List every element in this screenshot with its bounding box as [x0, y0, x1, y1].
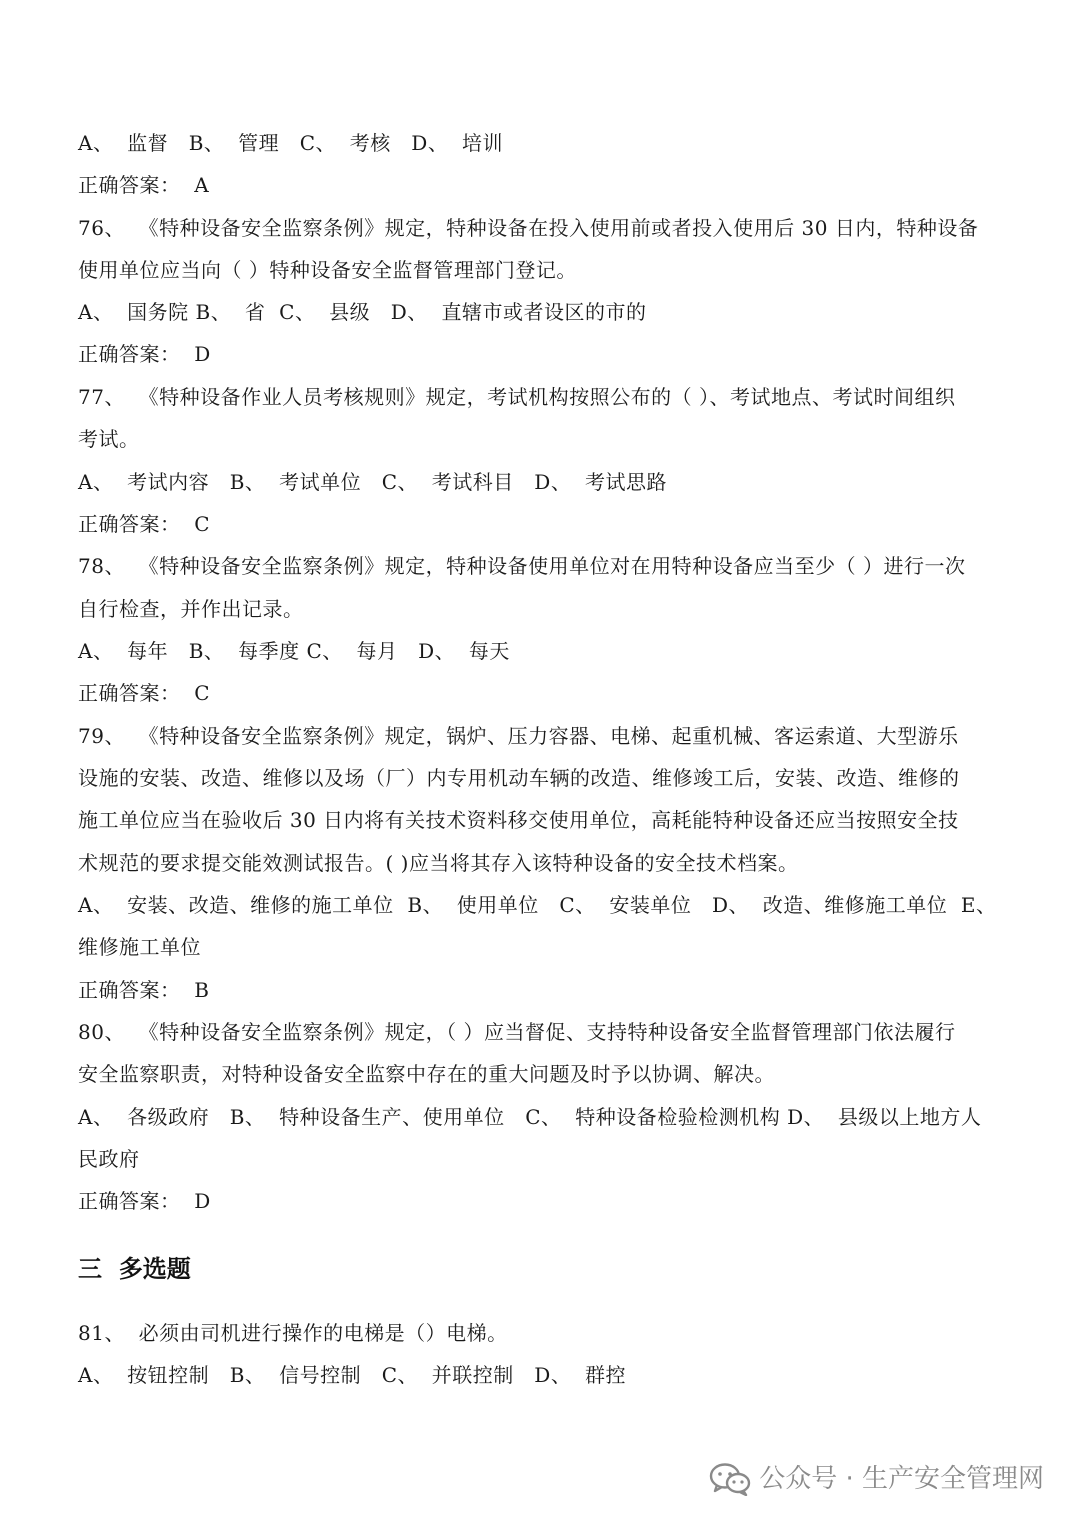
option-line: A、 国务院 B、 省 C、 县级 D、 直辖市或者设区的市的	[78, 300, 647, 324]
question-78: 78、 《特种设备安全监察条例》规定，特种设备使用单位对在用特种设备应当至少（ ）进行一次	[78, 554, 966, 578]
question-80-cont: 安全监察职责，对特种设备安全监察中存在的重大问题及时予以协调、解决。	[78, 1062, 775, 1086]
question-79: 79、 《特种设备安全监察条例》规定，锅炉、压力容器、电梯、起重机械、客运索道、大型游乐	[78, 724, 959, 748]
option-line: A、 各级政府 B、 特种设备生产、使用单位 C、 特种设备检验检测机构 D、 县级以上地方人	[78, 1105, 982, 1129]
section-heading: 三 多选题	[78, 1255, 191, 1283]
option-line: A、 考试内容 B、 考试单位 C、 考试科目 D、 考试思路	[78, 470, 668, 494]
question-76: 76、 《特种设备安全监察条例》规定，特种设备在投入使用前或者投入使用后 30 日内，特种设备	[78, 216, 979, 240]
watermark	[709, 1462, 1044, 1496]
wechat-icon	[709, 1462, 751, 1496]
option-line: A、 每年 B、 每季度 C、 每月 D、 每天	[78, 639, 510, 663]
answer-line: 正确答案： D	[78, 1189, 211, 1213]
question-77: 77、 《特种设备作业人员考核规则》规定，考试机构按照公布的（ ）、考试地点、考试时间组织	[78, 385, 956, 409]
watermark-text: 公众号 · 生产安全管理网	[759, 1464, 1044, 1494]
option-line: A、 安装、改造、维修的施工单位 B、 使用单位 C、 安装单位 D、 改造、维修施工单位 E、	[78, 893, 997, 917]
question-76-cont: 使用单位应当向（ ）特种设备安全监督管理部门登记。	[78, 258, 577, 282]
question-79-cont: 设施的安装、改造、维修以及场（厂）内专用机动车辆的改造、维修竣工后，安装、改造、维修的	[78, 766, 960, 790]
question-79-cont: 术规范的要求提交能效测试报告。( )应当将其存入该特种设备的安全技术档案。	[78, 851, 799, 875]
question-81: 81、 必须由司机进行操作的电梯是（）电梯。	[78, 1321, 508, 1345]
answer-line: 正确答案： A	[78, 173, 210, 197]
answer-line: 正确答案： C	[78, 681, 211, 705]
option-line-cont: 民政府	[78, 1147, 140, 1171]
option-line: A、 按钮控制 B、 信号控制 C、 并联控制 D、 群控	[78, 1363, 627, 1387]
question-77-cont: 考试。	[78, 427, 140, 451]
answer-line: 正确答案： B	[78, 978, 210, 1002]
question-78-cont: 自行检查，并作出记录。	[78, 597, 304, 621]
answer-line: 正确答案： C	[78, 512, 211, 536]
answer-line: 正确答案： D	[78, 342, 211, 366]
option-line: A、 监督 B、 管理 C、 考核 D、 培训	[78, 131, 504, 155]
option-line-cont: 维修施工单位	[78, 935, 201, 959]
question-80: 80、 《特种设备安全监察条例》规定，（ ）应当督促、支持特种设备安全监督管理部门依法履行	[78, 1020, 956, 1044]
question-79-cont: 施工单位应当在验收后 30 日内将有关技术资料移交使用单位，高耗能特种设备还应当按照安全技	[78, 808, 959, 832]
